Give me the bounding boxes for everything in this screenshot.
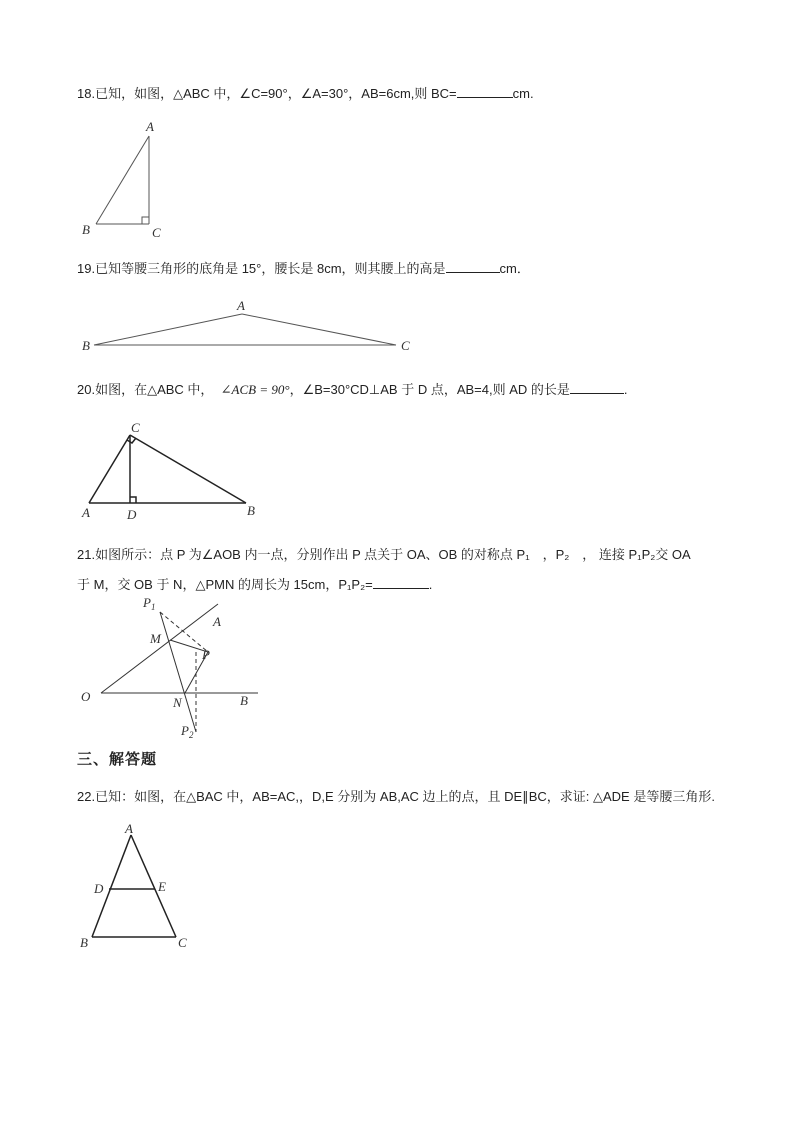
label-b: B [82, 222, 90, 237]
label-b: B [240, 693, 248, 708]
label-b: B [82, 338, 90, 353]
segment-p1p2 [160, 612, 196, 732]
figure-18 [78, 116, 178, 241]
label-a: A [213, 614, 221, 629]
label-c: C [152, 225, 161, 240]
label-o: O [81, 689, 91, 704]
side-ab [96, 136, 149, 224]
question-line-1 [77, 540, 691, 570]
section-title: 三、解答题 [77, 751, 158, 768]
angle-expression: ∠ACB = 90° [220, 382, 290, 397]
dashed-p1p [160, 612, 208, 652]
figure-22 [78, 820, 198, 955]
answer-blank[interactable] [373, 575, 429, 589]
question-19 [77, 259, 530, 278]
label-c: C [131, 420, 140, 435]
right-angle-mark [142, 217, 149, 224]
label-d: D [94, 881, 104, 896]
question-text-cont: 于 M，交 OB 于 N，△PMN 的周长为 15cm，P₁P₂= [77, 577, 373, 592]
label-d: D [127, 507, 137, 522]
label-p2: $P_2$ [181, 723, 194, 740]
label-a: A [146, 119, 154, 134]
question-text-cont: ，∠B=30°CD⊥AB 于 D 点，AB=4,则 AD 的长是 [289, 382, 570, 397]
question-punct: . [623, 382, 628, 397]
question-21 [77, 540, 691, 600]
question-punct: . [428, 577, 433, 592]
label-p: P [202, 647, 210, 662]
question-number: 18. [77, 86, 96, 101]
figure-21 [78, 592, 263, 742]
question-22 [77, 788, 715, 806]
question-unit: cm． [499, 261, 530, 276]
side-ac [242, 314, 396, 345]
side-ab [94, 314, 242, 345]
side-bc [130, 435, 246, 503]
right-angle-mark-d [130, 497, 136, 503]
figure-19 [80, 298, 420, 356]
label-c: C [178, 935, 187, 950]
question-text: 已知等腰三角形的底角是 15°，腰长是 8cm，则其腰上的高是 [95, 261, 446, 276]
label-a: A [125, 821, 133, 836]
label-a: A [82, 505, 90, 520]
label-m: M [150, 631, 161, 646]
question-text: 如图，在△ABC 中， [95, 382, 214, 397]
answer-blank[interactable] [570, 380, 624, 394]
label-e: E [158, 879, 166, 894]
label-a: A [237, 298, 245, 313]
label-b: B [247, 503, 255, 518]
side-ac [131, 835, 176, 937]
question-text: 已知：如图，在△BAC 中，AB=AC,，D,E 分别为 AB,AC 边上的点，且 DE∥BC，求证: △ADE 是等腰三角形. [95, 789, 715, 804]
answer-blank[interactable] [457, 84, 513, 98]
figure-20 [78, 420, 278, 525]
side-ac [89, 435, 130, 503]
question-number: 19. [77, 261, 96, 276]
question-20 [77, 380, 628, 399]
question-text: 如图所示：点 P 为∠AOB 内一点，分别作出 P 点关于 OA、OB 的对称点 P₁ ，P₂ ， 连接 P₁P₂交 OA [95, 547, 691, 562]
question-number: 22. [77, 789, 96, 804]
label-p1: $P_1$ [143, 595, 156, 612]
label-c: C [401, 338, 410, 353]
answer-blank[interactable] [446, 259, 500, 273]
question-number: 21. [77, 547, 96, 562]
question-number: 20. [77, 382, 96, 397]
question-unit: cm. [512, 86, 534, 101]
label-b: B [80, 935, 88, 950]
ray-oa [101, 604, 218, 693]
question-text: 已知，如图，△ABC 中，∠C=90°，∠A=30°，AB=6cm,则 BC= [95, 86, 457, 101]
label-n: N [173, 695, 182, 710]
question-18 [77, 84, 534, 103]
